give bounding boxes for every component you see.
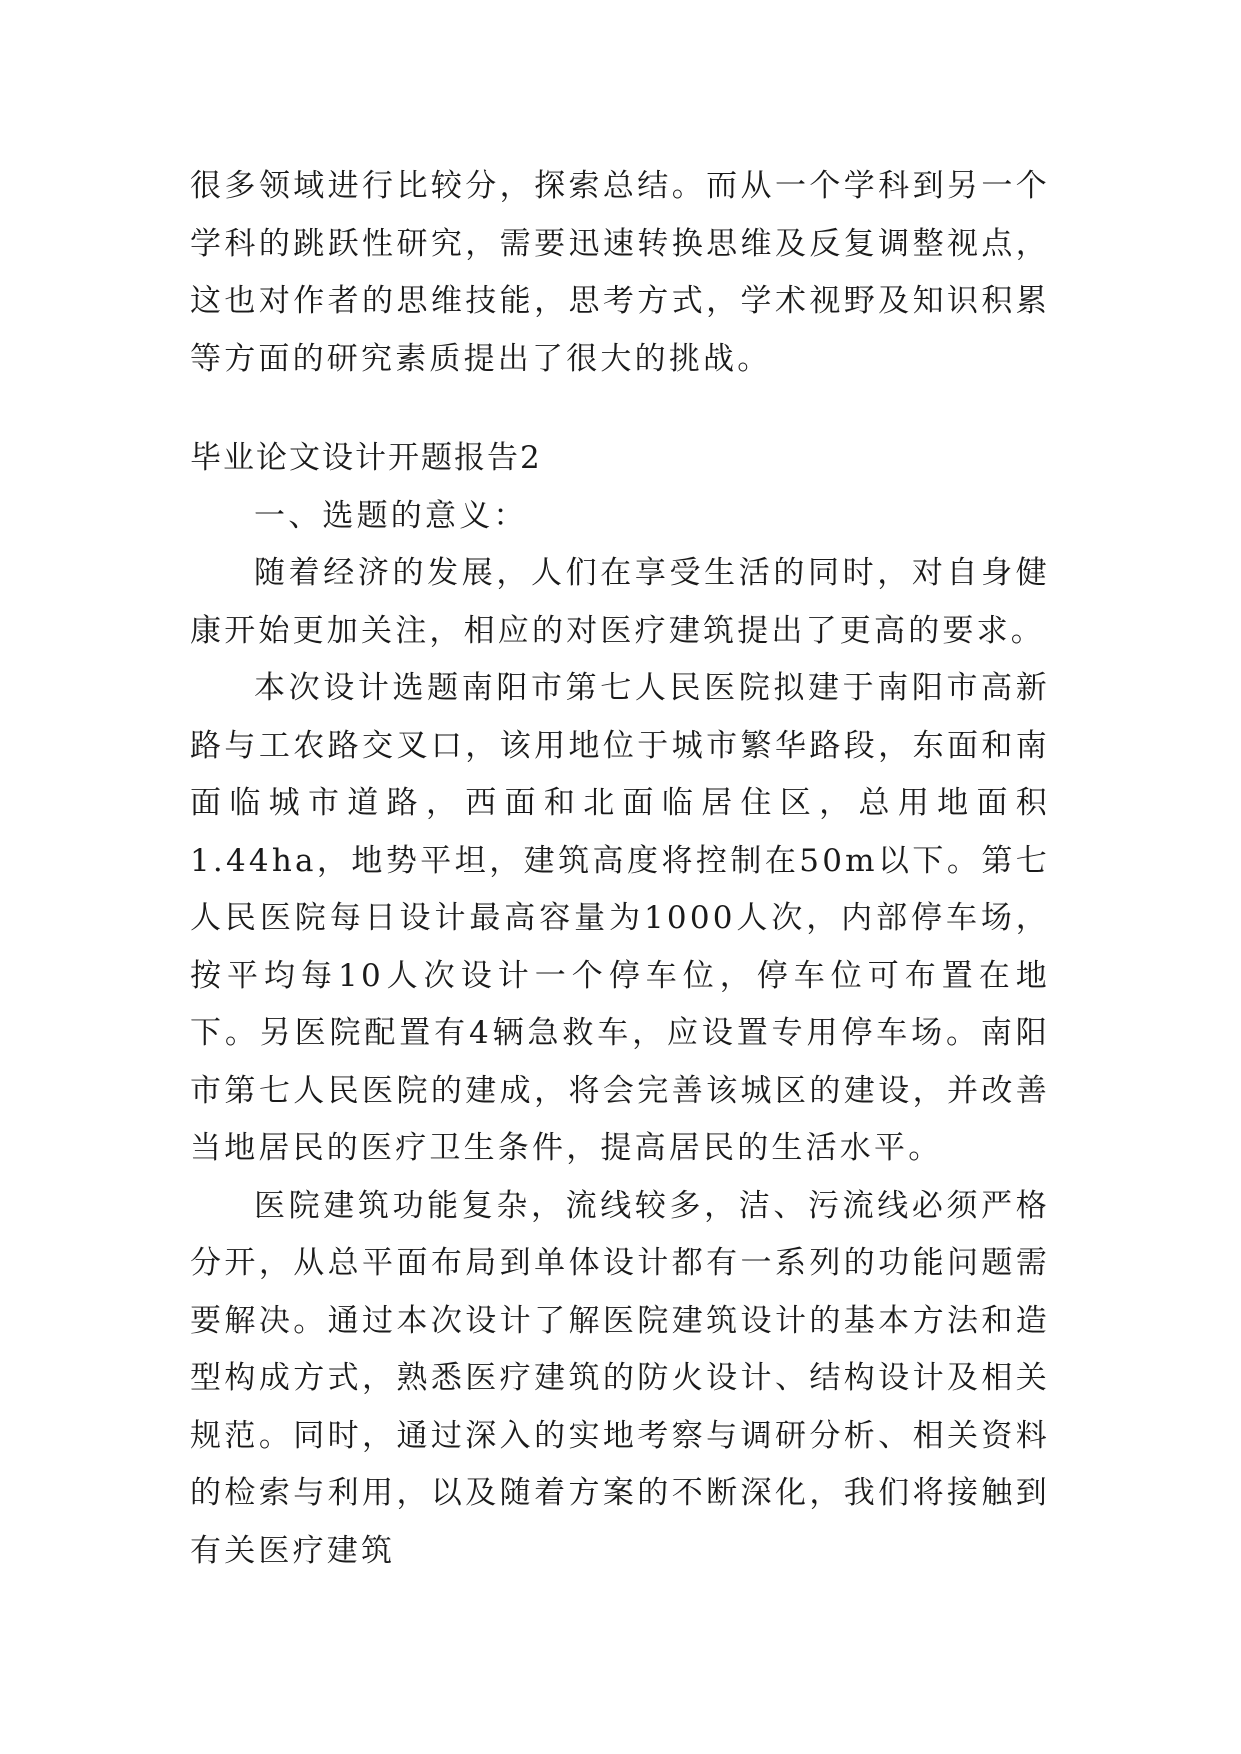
section-gap xyxy=(190,388,1050,430)
intro-paragraph: 很多领域进行比较分，探索总结。而从一个学科到另一个学科的跳跃性研究，需要迅速转换思维及反复调整视点，这也对作者的思维技能，思考方式，学术视野及知识积累等方面的研究素质提出了很大的挑战。 xyxy=(190,168,1050,377)
section-title: 毕业论文设计开题报告2 xyxy=(190,440,542,476)
document-body xyxy=(190,158,1050,1580)
paragraph-design-goals: 医院建筑功能复杂，流线较多，洁、污流线必须严格分开，从总平面布局到单体设计都有一系列的功能问题需要解决。通过本次设计了解医院建筑设计的基本方法和造型构成方式，熟悉医疗建筑的防火设计、结构设计及相关规范。同时，通过深入的实地考察与调研分析、相关资料的检索与利用，以及随着方案的不断深化，我们将接触到有关医疗建筑 xyxy=(190,1187,1050,1569)
paragraph-significance: 随着经济的发展，人们在享受生活的同时，对自身健康开始更加关注，相应的对医疗建筑提出了更高的要求。 xyxy=(190,555,1050,649)
subsection-title: 一、选题的意义： xyxy=(254,497,528,534)
paragraph-site-description: 本次设计选题南阳市第七人民医院拟建于南阳市高新路与工农路交叉口，该用地位于城市繁华路段，东面和南面临城市道路，西面和北面临居住区，总用地面积1.44ha，地势平坦，建筑高度将控制在50m以下。第七人民医院每日设计最高容量为1000人次，内部停车场，按平均每10人次设计一个停车位，停车位可布置在地下。另医院配置有4辆急救车，应设置专用停车场。南阳市第七人民医院的建成，将会完善该城区的建设，并改善当地居民的医疗卫生条件，提高居民的生活水平。 xyxy=(190,670,1050,1166)
